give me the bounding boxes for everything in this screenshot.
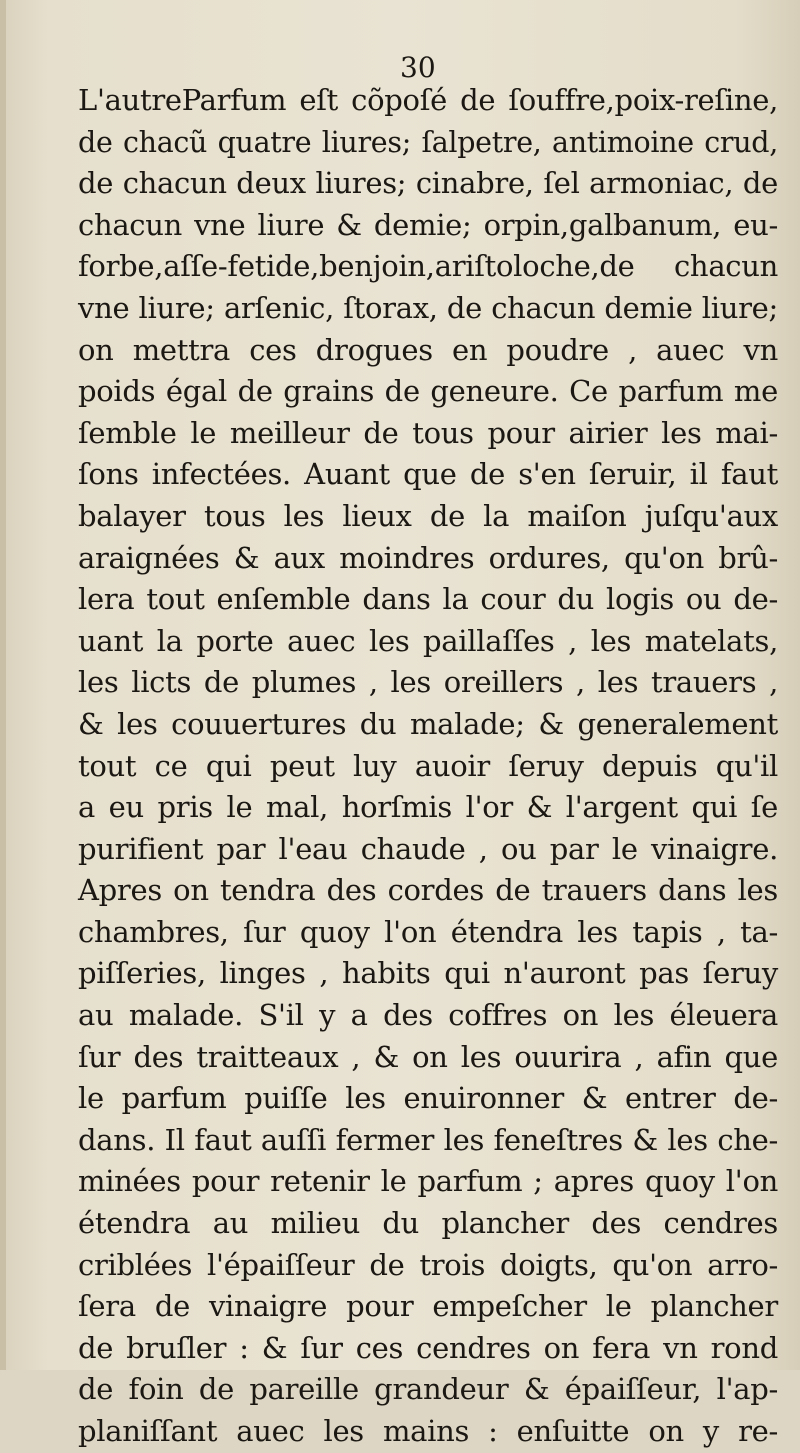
text-line: lera tout enſemble dans la cour du logis ou de- [78,582,778,617]
text-line: étendra au milieu du plancher des cendres [78,1206,778,1241]
text-line: chambres, ſur quoy l'on étendra les tapis , ta- [78,914,778,949]
page-number: 30 [400,51,436,84]
text-line: balayer tous les lieux de la maiſon juſqu'aux [78,498,778,533]
text-line: uant la porte auec les paillaſſes , les matelats, [78,623,778,658]
text-line: piſſeries, linges , habits qui n'auront pas ſeruy [78,956,778,991]
text-line: criblées l'épaiſſeur de trois doigts, qu'on arro- [78,1247,778,1282]
text-line: ſur des traitteaux , & on les ouurira , afin que [78,1039,778,1074]
text-line: ſemble le meilleur de tous pour airier les mai- [78,415,778,450]
text-line: dans. Il faut auſſi fermer les feneſtres & les che- [78,1122,778,1157]
text-line: araignées & aux moindres ordures, qu'on brû- [78,540,778,575]
text-line: ſera de vinaigre pour empeſcher le plancher [78,1289,778,1324]
text-line: forbe,aſſe-fetide,benjoin,ariſtoloche,de chacun [78,249,778,284]
text-line: de foin de pareille grandeur & épaiſſeur, l'ap- [78,1372,778,1407]
body-text [78,80,778,1453]
text-line: planiſſant auec les mains : enſuitte on y re- [78,1414,778,1448]
text-line: de bruſler : & ſur ces cendres on fera vn rond [78,1330,778,1365]
text-line: vne liure; arſenic, ſtorax, de chacun demie liure; [78,290,778,325]
text-line: poids égal de grains de geneure. Ce parfum me [78,374,778,409]
text-line: a eu pris le mal, horſmis l'or & l'argent qui ſe [78,790,778,825]
text-line: minées pour retenir le parfum ; apres quoy l'on [78,1164,778,1199]
text-line: & les couuertures du malade; & generalement [78,706,778,741]
text-line: de chacun deux liures; cinabre, ſel armoniac, de [78,166,778,201]
text-line: chacun vne liure & demie; orpin,galbanum, eu- [78,207,778,242]
text-line: tout ce qui peut luy auoir ſeruy depuis qu'il [78,748,778,783]
text-line: Apres on tendra des cordes de trauers dans les [78,873,778,908]
text-line: on mettra ces drogues en poudre , auec vn [78,332,778,367]
page-edge [0,0,6,1370]
text-line: de chacũ quatre liures; ſalpetre, antimoine crud, [78,125,778,159]
text-line: purifient par l'eau chaude , ou par le vinaigre. [78,831,778,866]
text-line: au malade. S'il y a des coffres on les éleuera [78,998,778,1033]
text-line: les licts de plumes , les oreillers , les trauers , [78,665,778,700]
text-line: L'autreParfum eſt cõpoſé de ſouffre,poix-reſine, [78,83,778,117]
text-line: le parfum puiſſe les enuironner & entrer de- [78,1081,778,1116]
text-line: ſons infectées. Auant que de s'en ſeruir, il faut [78,457,778,492]
